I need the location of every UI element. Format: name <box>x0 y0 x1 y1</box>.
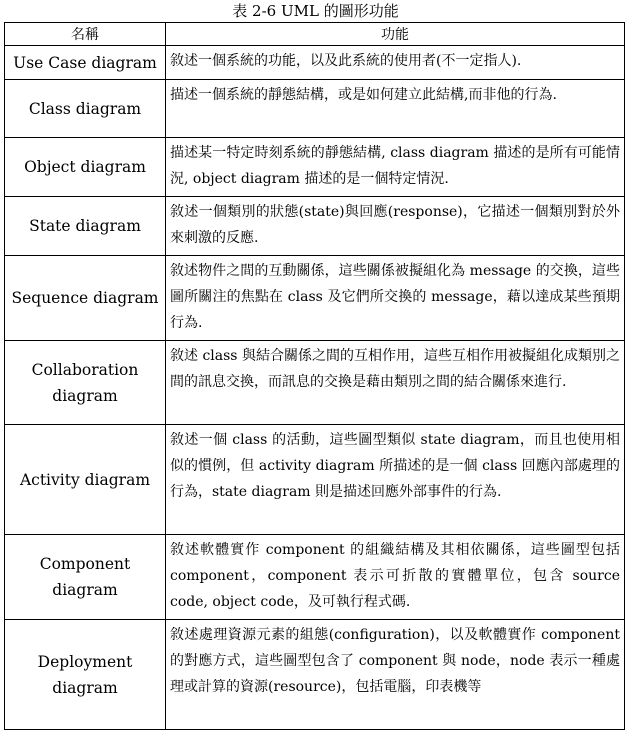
row-description: 敘述一個類別的狀態(state)與回應(response)，它描述一個類別對於外來刺激的反應. <box>166 197 625 256</box>
row-name: Sequence diagram <box>5 256 166 341</box>
table-caption: 表 2-6 UML 的圖形功能 <box>232 2 399 20</box>
row-description: 敘述物件之間的互動關係，這些關係被擬組化為 message 的交換，這些圖所關注的焦點在 class 及它們所交換的 message，藉以達成某些預期行為. <box>166 256 625 341</box>
row-description: 描述某一特定時刻系統的靜態結構, class diagram 描述的是所有可能情況, object diagram 描述的是一個特定情況. <box>166 138 625 197</box>
table-row <box>5 341 625 425</box>
table-row <box>5 425 625 535</box>
row-description: 描述一個系統的靜態結構，或是如何建立此結構,而非他的行為. <box>166 80 625 138</box>
row-name: Component diagram <box>5 535 166 620</box>
table-row <box>5 256 625 341</box>
row-description: 敘述一個系統的功能，以及此系統的使用者(不一定指人). <box>166 46 625 80</box>
row-name: Class diagram <box>5 80 166 138</box>
header-row <box>5 23 625 46</box>
row-name: Object diagram <box>5 138 166 197</box>
row-description: 敘述 class 與結合關係之間的互相作用，這些互相作用被擬組化成類別之間的訊息交換，而訊息的交換是藉由類別之間的結合關係來進行. <box>166 341 625 425</box>
table-row <box>5 620 625 730</box>
row-description: 敘述處理資源元素的組態(configuration)，以及軟體實作 component 的對應方式，這些圖型包含了 component 與 node，node 表示一種處理或計算的資源(resource)，包括電腦，印表機等 <box>166 620 625 730</box>
table-row <box>5 197 625 256</box>
table-row <box>5 138 625 197</box>
header-name: 名稱 <box>5 23 166 46</box>
row-name: Activity diagram <box>5 425 166 535</box>
row-description: 敘述一個 class 的活動，這些圖型類似 state diagram，而且也使用相似的慣例，但 activity diagram 所描述的是一個 class 回應內部處理的行為，state diagram 則是描述回應外部事件的行為. <box>166 425 625 535</box>
row-name: Deployment diagram <box>5 620 166 730</box>
row-name: Use Case diagram <box>5 46 166 80</box>
table-row <box>5 46 625 80</box>
row-description: 敘述軟體實作 component 的組織結構及其相依關係，這些圖型包括 component，component 表示可折散的實體單位，包含 source code, object code，及可執行程式碼. <box>166 535 625 620</box>
table-row <box>5 80 625 138</box>
row-name: State diagram <box>5 197 166 256</box>
uml-diagram-table <box>4 22 625 730</box>
row-name: Collaboration diagram <box>5 341 166 425</box>
header-function: 功能 <box>166 23 625 46</box>
table-row <box>5 535 625 620</box>
